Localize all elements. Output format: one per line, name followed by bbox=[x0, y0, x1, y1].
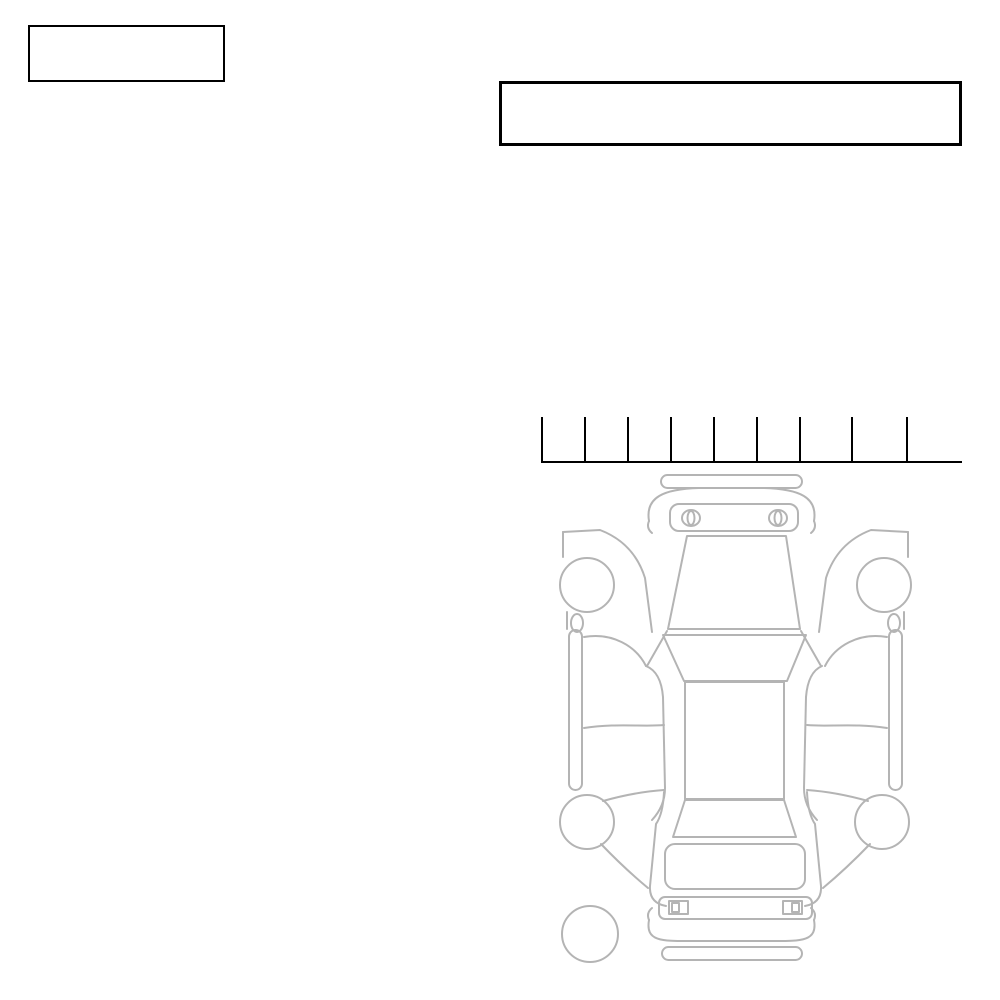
recycle-fee-label bbox=[765, 327, 962, 347]
drive-value bbox=[847, 227, 962, 263]
remarks-label bbox=[38, 390, 238, 410]
mileage-label bbox=[728, 145, 962, 165]
seat-value bbox=[712, 287, 848, 323]
drive-label bbox=[847, 204, 962, 224]
equip-cell bbox=[758, 417, 801, 463]
lot-number-badge bbox=[28, 25, 225, 82]
grade-label bbox=[158, 145, 500, 165]
color-label bbox=[227, 204, 415, 224]
interior-trim-label bbox=[597, 265, 712, 285]
interior-grade-value bbox=[692, 106, 828, 142]
equip-cell-abs bbox=[908, 417, 962, 463]
doors-label bbox=[510, 204, 598, 224]
interior-grade-label bbox=[692, 86, 828, 104]
history-value bbox=[351, 287, 485, 323]
model-code-value bbox=[500, 166, 728, 202]
nox-value bbox=[159, 287, 351, 323]
car-name-value bbox=[168, 105, 498, 142]
equip-cell-pw bbox=[629, 417, 672, 463]
color-change-label bbox=[158, 204, 227, 224]
score-value bbox=[500, 106, 692, 142]
car-name-label bbox=[158, 84, 500, 104]
chassis-no-label bbox=[38, 327, 238, 347]
equip-cell-ps bbox=[586, 417, 629, 463]
seat-label bbox=[712, 265, 848, 285]
equip-cell bbox=[801, 417, 853, 463]
displacement-value bbox=[28, 166, 158, 202]
recycle-fee-value bbox=[765, 348, 962, 383]
exterior-grade-label bbox=[828, 86, 962, 104]
equip-cell bbox=[715, 417, 758, 463]
service-book-value bbox=[28, 287, 159, 323]
transmission-value bbox=[415, 227, 510, 263]
grade-value bbox=[168, 166, 498, 202]
inspection-value bbox=[598, 227, 735, 263]
fuel-label bbox=[735, 204, 847, 224]
color-value bbox=[237, 227, 415, 263]
exterior-grade-value bbox=[828, 106, 962, 142]
inspection-label bbox=[598, 204, 735, 224]
history-label bbox=[351, 265, 485, 285]
first-reg-label bbox=[28, 84, 158, 104]
roof-lining-value bbox=[485, 287, 597, 323]
equip-cell-ac bbox=[543, 417, 586, 463]
nox-label bbox=[159, 265, 351, 285]
doors-value bbox=[510, 227, 598, 263]
service-book-label bbox=[28, 265, 159, 285]
repair-history-label bbox=[38, 850, 238, 870]
equipment-label bbox=[502, 390, 962, 410]
equip-cell bbox=[502, 417, 543, 463]
mileage-value bbox=[728, 166, 962, 202]
interior-trim-value bbox=[597, 287, 712, 323]
score-label bbox=[500, 86, 692, 104]
equip-cell bbox=[672, 417, 715, 463]
roof-lining-label bbox=[485, 265, 597, 285]
displacement-label bbox=[28, 145, 158, 165]
transmission-label bbox=[415, 204, 510, 224]
color-change-value bbox=[158, 227, 227, 263]
color-code-label bbox=[28, 204, 158, 224]
front-glass-label bbox=[848, 265, 962, 285]
first-reg-value bbox=[28, 105, 158, 142]
front-glass-value bbox=[848, 287, 962, 323]
color-code-value bbox=[28, 227, 158, 263]
fuel-value bbox=[735, 227, 847, 263]
chassis-no-value bbox=[28, 348, 415, 383]
registration-no-label bbox=[425, 327, 625, 347]
model-code-label bbox=[500, 145, 728, 165]
equip-cell-airbag bbox=[853, 417, 908, 463]
registration-no-value bbox=[415, 348, 765, 383]
